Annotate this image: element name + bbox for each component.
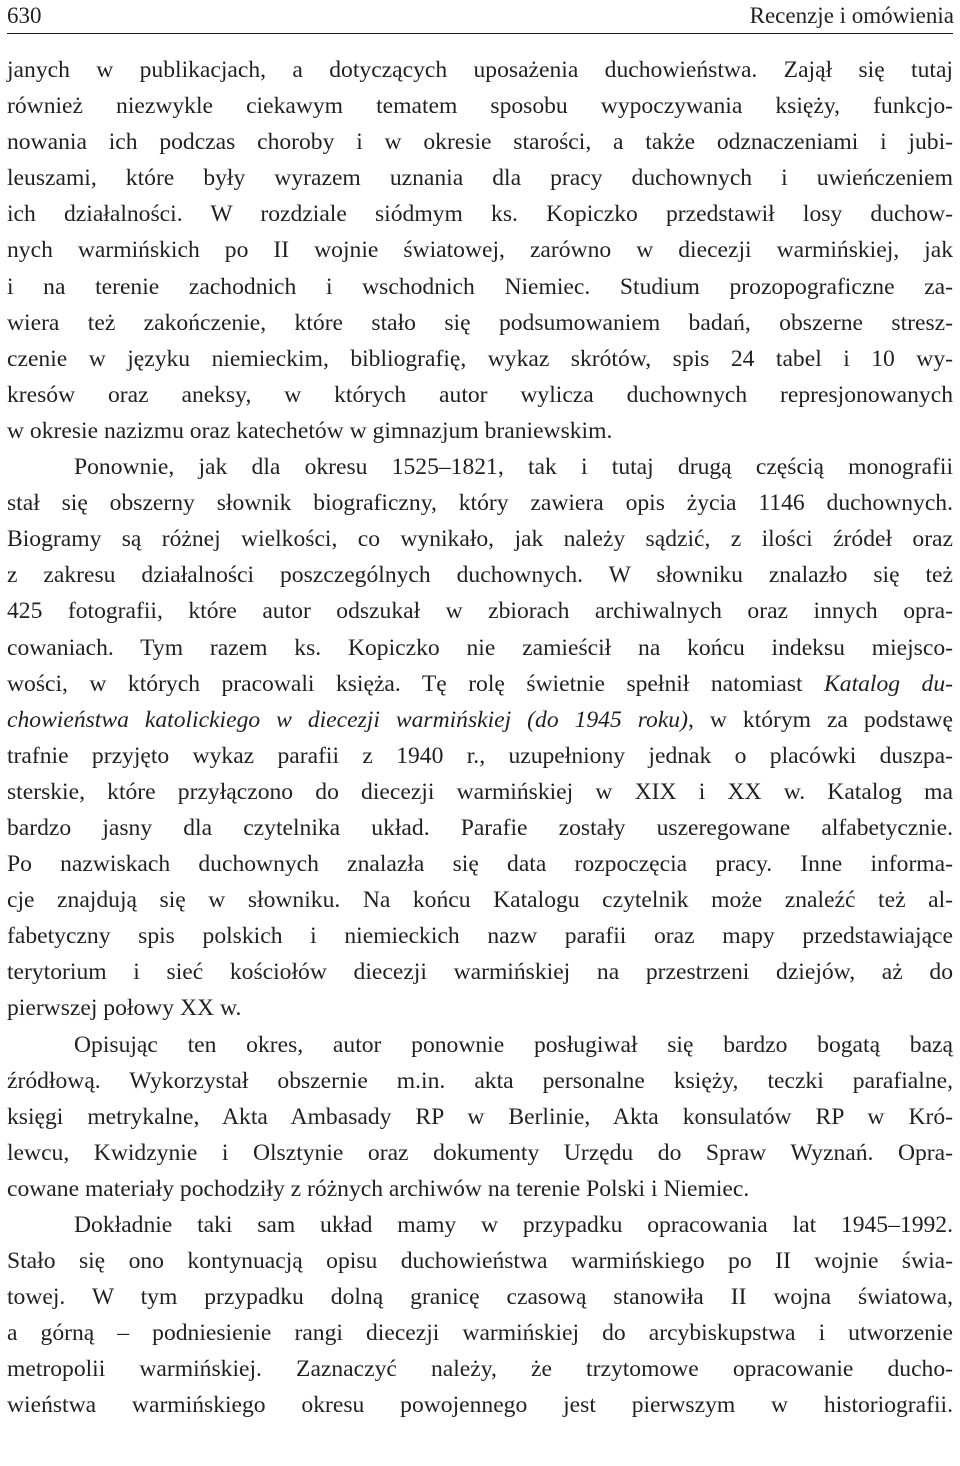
text-line: wiera też zakończenie, które stało się podsumowaniem badań, obszerne stresz-: [7, 309, 953, 336]
text-line: z zakresu działalności poszczególnych duchownych. W słowniku znalazło się też: [7, 562, 953, 589]
text-line: towej. W tym przypadku dolną granicę czasową stanowiła II wojna światowa,: [7, 1284, 953, 1311]
text-line: cowaniach. Tym razem ks. Kopiczko nie zamieścił na końcu indeksu miejsco-: [7, 634, 953, 661]
italic-title-run: chowieństwa katolickiego w diecezji warmińskiej (do 1945 roku): [7, 706, 688, 733]
document-page: [7, 0, 953, 1424]
text-line: Opisując ten okres, autor ponownie posługiwał się bardzo bogatą bazą: [74, 1031, 953, 1058]
text-line: [7, 702, 953, 738]
body-text: [7, 52, 953, 1424]
text-line: czenie w języku niemieckim, bibliografię, wykaz skrótów, spis 24 tabel i 10 wy-: [7, 345, 953, 372]
text-line: pierwszej połowy XX w.: [7, 995, 242, 1022]
text-line: nych warmińskich po II wojnie światowej, zarówno w diecezji warmińskiej, jak: [7, 237, 953, 264]
text-line: cje znajdują się w słowniku. Na końcu Katalogu czytelnik może znaleźć też al-: [7, 887, 953, 914]
paragraph-3: [7, 1027, 953, 1207]
text-line: Ponownie, jak dla okresu 1525–1821, tak i tutaj drugą częścią monografii: [74, 454, 953, 481]
text-run: wości, w których pracowali księża. Tę rolę świetnie spełnił natomiast: [7, 670, 825, 697]
running-head: [7, 0, 953, 34]
text-line: i na terenie zachodnich i wschodnich Niemiec. Studium prozopograficzne za-: [7, 273, 953, 300]
text-line: źródłową. Wykorzystał obszernie m.in. akta personalne księży, teczki parafialne,: [7, 1067, 953, 1094]
text-line: nowania ich podczas choroby i w okresie starości, a także odznaczeniami i jubi-: [7, 129, 953, 156]
text-line: Biogramy są różnej wielkości, co wynikało, jak należy sądzić, z ilości źródeł oraz: [7, 526, 953, 553]
text-line: stał się obszerny słownik biograficzny, który zawiera opis życia 1146 duchownych.: [7, 490, 953, 517]
page-number: 630: [7, 3, 42, 28]
text-line: trafnie przyjęto wykaz parafii z 1940 r., uzupełniony jednak o placówki duszpa-: [7, 742, 953, 769]
text-line: metropolii warmińskiej. Zaznaczyć należy, że trzytomowe opracowanie ducho-: [7, 1356, 953, 1383]
text-line: [7, 666, 953, 702]
text-line: cowane materiały pochodziły z różnych archiwów na terenie Polski i Niemiec.: [7, 1175, 750, 1202]
text-line: a górną – podniesienie rangi diecezji warmińskiej do arcybiskupstwa i utworzenie: [7, 1320, 953, 1347]
text-line: wieństwa warmińskiego okresu powojennego jest pierwszym w historiografii.: [7, 1392, 953, 1419]
text-line: w okresie nazizmu oraz katechetów w gimnazjum braniewskim.: [7, 417, 613, 444]
text-line: Dokładnie taki sam układ mamy w przypadku opracowania lat 1945–1992.: [74, 1212, 953, 1238]
text-line: kresów oraz aneksy, w których autor wylicza duchownych represjonowanych: [7, 381, 953, 408]
text-line: bardzo jasny dla czytelnika układ. Parafie zostały uszeregowane alfabetycznie.: [7, 814, 953, 841]
italic-title-run: Katalog du-: [824, 670, 953, 697]
section-title: Recenzje i omówienia: [749, 3, 954, 28]
text-line: księgi metrykalne, Akta Ambasady RP w Berlinie, Akta konsulatów RP w Kró-: [7, 1103, 953, 1130]
paragraph-2: [7, 449, 953, 1027]
text-line: Po nazwiskach duchownych znalazła się data rozpoczęcia pracy. Inne informa-: [7, 851, 953, 878]
text-line: ich działalności. W rozdziale siódmym ks. Kopiczko przedstawił losy duchow-: [7, 201, 953, 228]
text-line: leuszami, które były wyrazem uznania dla pracy duchownych i uwieńczeniem: [7, 165, 953, 192]
paragraph-1: [7, 52, 953, 449]
text-line: sterskie, które przyłączono do diecezji warmińskiej w XIX i XX w. Katalog ma: [7, 778, 953, 805]
text-line: 425 fotografii, które autor odszukał w zbiorach archiwalnych oraz innych opra-: [7, 598, 953, 625]
paragraph-4: [7, 1207, 953, 1424]
text-line: również niezwykle ciekawym tematem sposobu wypoczywania księży, funkcjo-: [7, 93, 953, 120]
text-line: Stało się ono kontynuacją opisu duchowieństwa warmińskiego po II wojnie świa-: [7, 1248, 953, 1275]
text-line: janych w publikacjach, a dotyczących uposażenia duchowieństwa. Zajął się tutaj: [7, 57, 953, 83]
text-line: lewcu, Kwidzynie i Olsztynie oraz dokumenty Urzędu do Spraw Wyznań. Opra-: [7, 1139, 953, 1166]
text-line: terytorium i sieć kościołów diecezji warmińskiej na przestrzeni dziejów, aż do: [7, 959, 953, 986]
text-run: , w którym za podstawę: [687, 706, 953, 733]
text-line: fabetyczny spis polskich i niemieckich nazw parafii oraz mapy przedstawiające: [7, 923, 953, 950]
